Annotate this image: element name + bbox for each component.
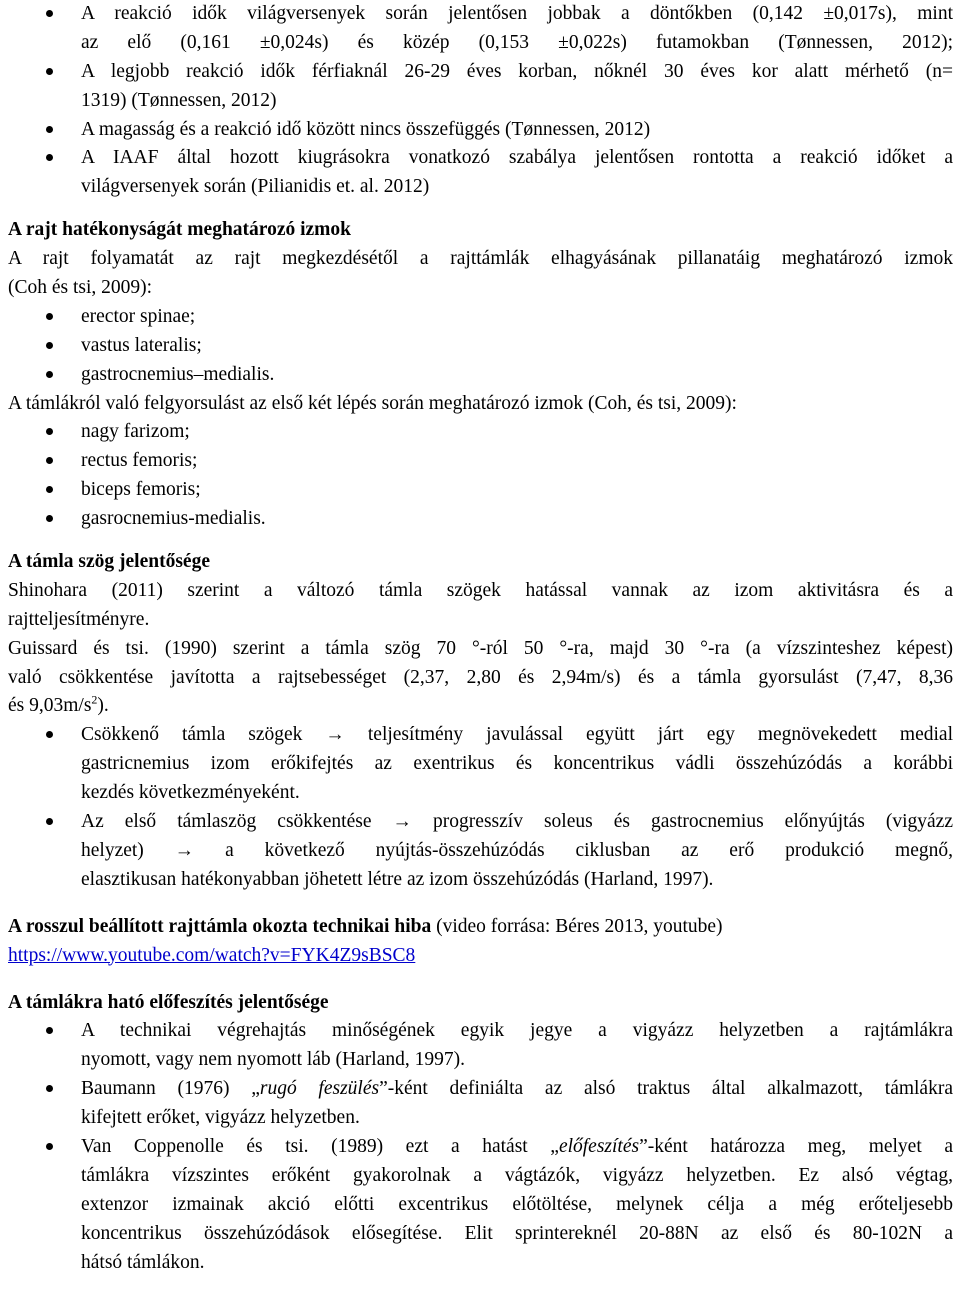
list-item — [8, 808, 953, 837]
paragraph-line — [8, 577, 953, 606]
paragraph-text: A rajt folyamatát az rajt megkezdésétől a rajttámlák elhagyásának pillanatáig meghatározó izmok — [8, 248, 953, 270]
list-item-continuation — [8, 1104, 953, 1133]
list-item-text: koncentrikus összehúzódások elősegítése. Elit sprintereknél 20-88N az első és 80-102N a — [81, 1222, 953, 1244]
paragraph-line — [8, 692, 953, 721]
list-item-text-part: ”-ként definiálta az alsó traktus által alkalmazott, támlákra — [379, 1078, 953, 1100]
list-item-text: az elő (0,161 ±0,024s) és közép (0,153 ±0,022s) futamokban (Tønnessen, 2012); — [81, 31, 953, 53]
list-item-text: gasrocnemius-medialis. — [81, 508, 266, 530]
list-item-text: kezdés következményeként. — [81, 782, 300, 804]
list-item-text: Csökkenő támla szögek → teljesítmény javulással együtt járt egy megnövekedett medial — [81, 724, 953, 746]
list-item-continuation — [8, 750, 953, 779]
bullet-icon — [46, 313, 53, 320]
list-item-text: 1319) (Tønnessen, 2012) — [81, 89, 277, 111]
bullet-icon — [46, 731, 53, 738]
bullet-icon — [46, 486, 53, 493]
bullet-icon — [46, 818, 53, 825]
bullet-icon — [46, 1143, 53, 1150]
paragraph-line — [8, 390, 953, 419]
list-item — [8, 418, 953, 447]
list-item-continuation — [8, 866, 953, 895]
list-item-text: A reakció idők világversenyek során jelentősen jobbak a döntőkben (0,142 ±0,017s), mint — [81, 3, 953, 24]
bullet-icon — [46, 10, 53, 17]
section-heading — [8, 989, 953, 1018]
list-item — [8, 116, 953, 145]
heading-text: A támla szög jelentősége — [8, 551, 210, 573]
list-item-text: hátsó támlákon. — [81, 1251, 205, 1273]
list-item-continuation — [8, 87, 953, 116]
list-item-text: nagy farizom; — [81, 421, 190, 443]
heading-text: A támlákra ható előfeszítés jelentősége — [8, 991, 329, 1013]
list-item-text-part: Baumann (1976) „ — [81, 1078, 260, 1100]
list-item-text-part: ”-ként határozza meg, melyet a — [639, 1135, 953, 1157]
bullet-icon — [46, 342, 53, 349]
paragraph-text: (Coh és tsi, 2009): — [8, 277, 153, 299]
list-item-text: kifejtett erőket, vigyázz helyzetben. — [81, 1107, 360, 1129]
list-item-text: A IAAF által hozott kiugrásokra vonatkozó szabálya jelentősen rontotta a reakció időket a — [81, 147, 953, 169]
link-line — [8, 942, 953, 971]
list-item-text: gastrocnemius–medialis. — [81, 363, 275, 385]
list-item — [8, 447, 953, 476]
bullet-icon — [46, 428, 53, 435]
list-item-text: biceps femoris; — [81, 479, 201, 501]
bullet-icon — [46, 154, 53, 161]
paragraph-text: és 9,03m/s — [8, 695, 92, 717]
list-item — [8, 1075, 953, 1104]
bullet-icon — [46, 457, 53, 464]
list-item-text: helyzet) → a következő nyújtás-összehúzódás ciklusban az erő produkció megnő, — [81, 839, 953, 861]
paragraph-text: A támlákról való felgyorsulást az első két lépés során meghatározó izmok (Coh, és tsi, 2009): — [8, 392, 737, 414]
paragraph-text: Guissard és tsi. (1990) szerint a támla szög 70 °-ról 50 °-ra, majd 30 °-ra (a vízszinteshez képest) — [8, 637, 953, 659]
list-item-text: Az első támlaszög csökkentése → progresszív soleus és gastrocnemius előnyújtás (vigyázz — [81, 811, 953, 833]
bullet-icon — [46, 68, 53, 75]
superscript: 2 — [91, 692, 98, 707]
bullet-icon — [46, 515, 53, 522]
paragraph-line — [8, 664, 953, 693]
list-item-text: vastus lateralis; — [81, 334, 202, 356]
list-item-text: extenzor izmainak akció előtti excentrikus előtöltése, melynek célja a még erőteljesebb — [81, 1193, 953, 1215]
list-item-continuation — [8, 837, 953, 866]
paragraph-line — [8, 606, 953, 635]
list-item — [8, 505, 953, 534]
source-note: (video forrása: Béres 2013, youtube) — [431, 915, 723, 937]
list-item — [8, 303, 953, 332]
list-item-continuation — [8, 29, 953, 58]
list-item-text: elasztikusan hatékonyabban jöhetett létre az izom összehúzódás (Harland, 1997). — [81, 868, 714, 890]
paragraph-text: való csökkentése javította a rajtsebességet (2,37, 2,80 és 2,94m/s) és a támla gyorsulást (7,47, 8,36 — [8, 666, 953, 688]
bullet-icon — [46, 1027, 53, 1034]
list-item — [8, 0, 953, 29]
list-item-text — [81, 1078, 953, 1099]
video-link[interactable]: https://www.youtube.com/watch?v=FYK4Z9sBSC8 — [8, 944, 416, 966]
paragraph-text: rajtteljesítményre. — [8, 608, 150, 630]
list-item — [8, 476, 953, 505]
list-item-text: A technikai végrehajtás minőségének egyik jegye a vigyázz helyzetben a rajtámlákra — [81, 1020, 953, 1042]
bullet-icon — [46, 1085, 53, 1092]
list-item-text: erector spinae; — [81, 305, 196, 327]
list-item — [8, 1017, 953, 1046]
section-heading — [8, 216, 953, 245]
list-item-text: gastricnemius izom erőkifejtés az exentrikus és koncentrikus vádli összehúzódás a korábbi — [81, 753, 953, 775]
paragraph-line — [8, 635, 953, 664]
emphasis-text: rugó feszülés — [259, 1078, 380, 1100]
list-item-continuation — [8, 173, 953, 202]
bullet-icon — [46, 126, 53, 133]
list-item-text: támlákra vízszintes erőként gyakorolnak a vágtázók, vigyázz helyzetben. Ez alsó végtag, — [81, 1164, 953, 1186]
list-item-continuation — [8, 1191, 953, 1220]
list-item — [8, 721, 953, 750]
list-item-text: világversenyek során (Pilianidis et. al. 2012) — [81, 176, 430, 198]
list-item — [8, 332, 953, 361]
list-item-text: A legjobb reakció idők férfiaknál 26-29 éves korban, nőknél 30 éves kor alatt mérhető (n= — [81, 60, 953, 82]
section-heading — [8, 913, 953, 942]
paragraph-line — [8, 274, 953, 303]
heading-text: A rajt hatékonyságát meghatározó izmok — [8, 219, 352, 241]
list-item-text: nyomott, vagy nem nyomott láb (Harland, 1997). — [81, 1049, 465, 1071]
list-item — [8, 1133, 953, 1162]
list-item-continuation — [8, 1046, 953, 1075]
paragraph-text: Shinohara (2011) szerint a változó támla szögek hatással vannak az izom aktivitásra és a — [8, 579, 953, 601]
section-heading — [8, 548, 953, 577]
list-item-continuation — [8, 779, 953, 808]
list-item — [8, 144, 953, 173]
list-item-continuation — [8, 1220, 953, 1249]
heading-text: A rosszul beállított rajttámla okozta technikai hiba — [8, 915, 432, 937]
paragraph-text: ). — [97, 695, 109, 717]
list-item — [8, 361, 953, 390]
list-item — [8, 58, 953, 87]
list-item-text — [81, 1136, 953, 1157]
list-item-continuation — [8, 1249, 953, 1278]
emphasis-text: előfeszítés — [558, 1135, 640, 1157]
list-item-continuation — [8, 1162, 953, 1191]
paragraph-line — [8, 245, 953, 274]
list-item-text: A magasság és a reakció idő között nincs összefüggés (Tønnessen, 2012) — [81, 118, 651, 140]
bullet-icon — [46, 371, 53, 378]
list-item-text-part: Van Coppenolle és tsi. (1989) ezt a hatást „ — [81, 1135, 559, 1157]
list-item-text: rectus femoris; — [81, 450, 198, 472]
